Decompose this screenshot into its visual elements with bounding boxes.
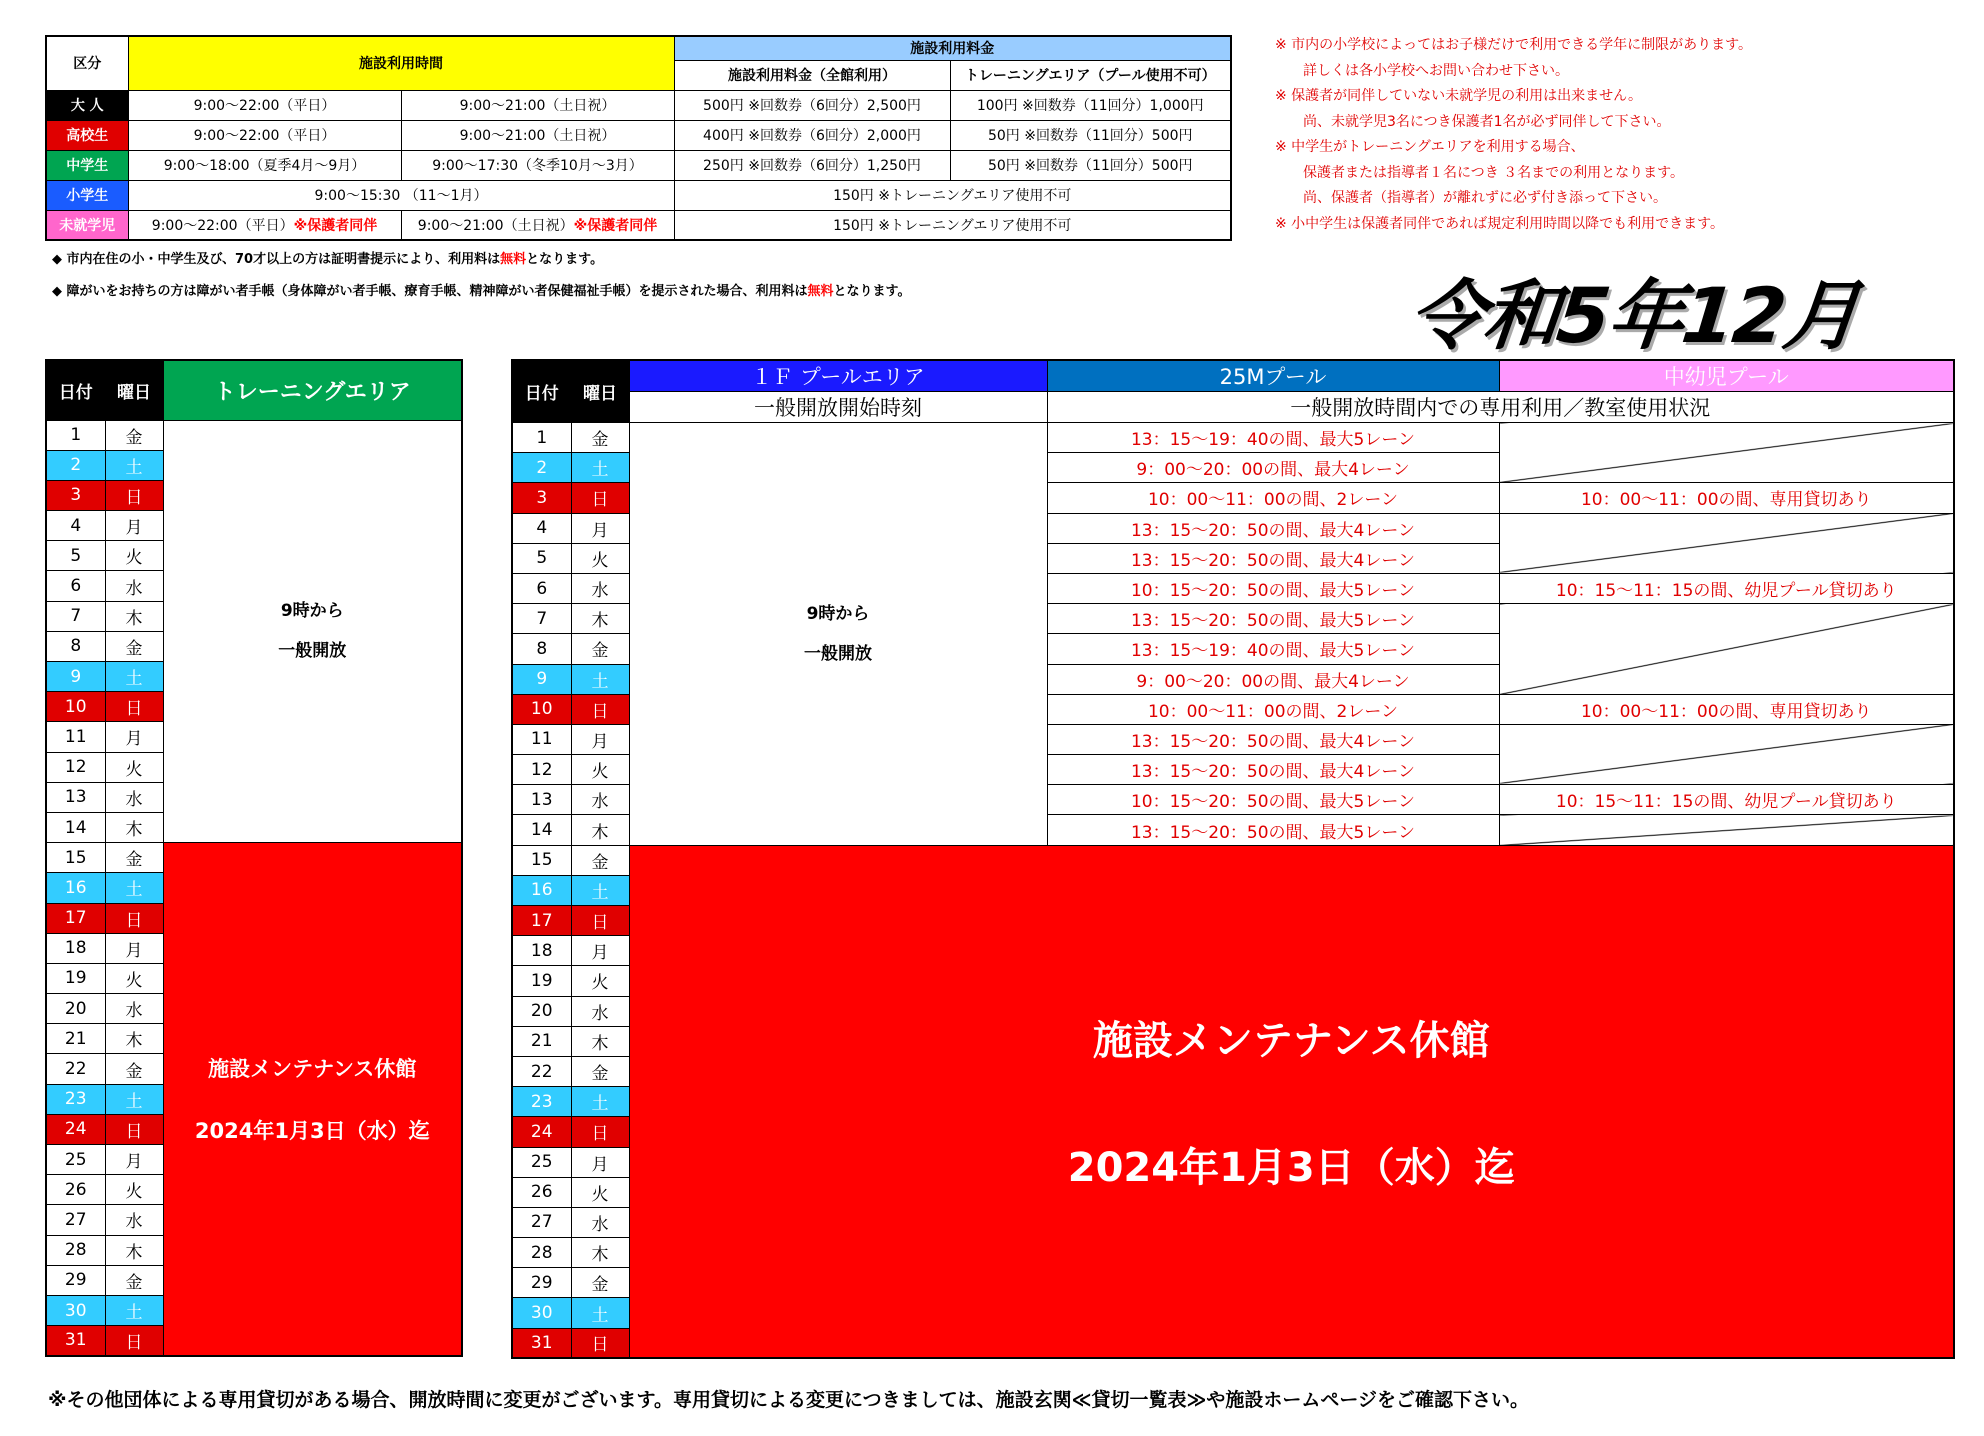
date-cell: 20 [46, 994, 105, 1024]
header-fee-all: 施設利用料金（全館利用） [674, 60, 950, 90]
header-usage: 一般開放時間内での専用利用／教室使用状況 [1047, 392, 1954, 423]
kids-pool-empty-cell [1499, 513, 1954, 573]
weekday-cell: 日 [105, 903, 163, 933]
table-row [46, 420, 462, 450]
date-cell: 8 [46, 631, 105, 661]
date-cell: 16 [512, 875, 571, 905]
weekday-cell: 日 [571, 1328, 629, 1358]
note-line: 尚、未就学児3名につき保護者1名が必ず同伴して下さい。 [1275, 113, 1671, 130]
weekday-cell: 水 [105, 994, 163, 1024]
date-cell: 31 [512, 1328, 571, 1358]
pool25-usage-cell: 13：15～20：50の間、最大5レーン [1047, 604, 1499, 634]
weekday-cell: 木 [105, 1024, 163, 1054]
date-cell: 14 [512, 815, 571, 845]
weekday-cell: 火 [571, 543, 629, 573]
header-25m-pool: 25Mプール [1047, 360, 1499, 392]
training-maintenance-cell [163, 843, 462, 1356]
fee-row-adult [46, 90, 1231, 120]
note-line: ※ 中学生がトレーニングエリアを利用する場合、 [1275, 139, 1585, 155]
date-cell: 7 [46, 601, 105, 631]
weekday-cell: 水 [105, 1205, 163, 1235]
hours-summer: 9:00～18:00（夏季4月～9月） [128, 150, 401, 180]
notes-right [1275, 33, 1752, 237]
header-date: 日付 [46, 360, 105, 420]
date-cell: 22 [512, 1056, 571, 1086]
open-line: 9時から [806, 603, 870, 624]
weekday-cell: 月 [571, 724, 629, 754]
date-cell: 13 [46, 782, 105, 812]
fee-all: 150円 ※トレーニングエリア使用不可 [674, 210, 1231, 240]
weekday-cell: 火 [105, 541, 163, 571]
weekday-cell: 土 [571, 1087, 629, 1117]
weekday-cell: 木 [105, 812, 163, 842]
fee-all: 250円 ※回数券（6回分）1,250円 [674, 150, 950, 180]
date-cell: 10 [46, 692, 105, 722]
pool25-usage-cell: 13：15～20：50の間、最大4レーン [1047, 513, 1499, 543]
date-cell: 14 [46, 812, 105, 842]
weekday-cell: 金 [571, 1268, 629, 1298]
pool25-usage-cell: 13：15～20：50の間、最大5レーン [1047, 815, 1499, 845]
date-cell: 23 [46, 1084, 105, 1114]
header-hours: 施設利用時間 [128, 36, 674, 90]
guardian-note: ※保護者同伴 [293, 217, 378, 234]
date-cell: 4 [46, 511, 105, 541]
date-cell: 3 [512, 483, 571, 513]
date-cell: 5 [46, 541, 105, 571]
date-cell: 5 [512, 543, 571, 573]
open-line: 9時から [280, 601, 344, 622]
weekday-cell: 火 [105, 752, 163, 782]
date-cell: 15 [46, 843, 105, 873]
note-text: ◆ 障がいをお持ちの方は障がい者手帳（身体障がい者手帳、療育手帳、精神障がい者保健福祉手帳）を提示された場合、利用料は [52, 284, 808, 299]
date-cell: 4 [512, 513, 571, 543]
date-cell: 24 [512, 1117, 571, 1147]
weekday-cell: 月 [571, 936, 629, 966]
weekday-cell: 木 [571, 1238, 629, 1268]
category-label: 高校生 [46, 120, 128, 150]
weekday-cell: 金 [105, 843, 163, 873]
pool25-usage-cell: 13：15～19：40の間、最大5レーン [1047, 423, 1499, 453]
weekday-cell: 金 [571, 1056, 629, 1086]
category-label: 未就学児 [46, 210, 128, 240]
kids-pool-empty-cell [1499, 604, 1954, 695]
pool25-usage-cell: 10：00～11：00の間、2レーン [1047, 483, 1499, 513]
weekday-cell: 月 [105, 1145, 163, 1175]
pool-maintenance-cell [629, 845, 1954, 1358]
weekday-cell: 火 [571, 755, 629, 785]
weekday-cell: 土 [105, 1084, 163, 1114]
date-cell: 3 [46, 480, 105, 510]
pool25-usage-cell: 13：15～20：50の間、最大4レーン [1047, 724, 1499, 754]
date-cell: 31 [46, 1326, 105, 1356]
note-text: ◆ 市内在住の小・中学生及び、70才以上の方は証明書提示により、利用料は [52, 252, 501, 267]
weekday-cell: 月 [105, 511, 163, 541]
date-cell: 30 [46, 1295, 105, 1325]
fee-all: 500円 ※回数券（6回分）2,500円 [674, 90, 950, 120]
date-cell: 6 [46, 571, 105, 601]
date-cell: 11 [46, 722, 105, 752]
weekday-cell: 火 [571, 1177, 629, 1207]
table-row [46, 843, 462, 873]
hours-winter: 9:00～17:30（冬季10月～3月） [401, 150, 674, 180]
hours-weekend [401, 210, 674, 240]
date-cell: 2 [46, 450, 105, 480]
weekday-cell: 土 [571, 875, 629, 905]
weekday-cell: 金 [105, 631, 163, 661]
fee-row-juniorhigh [46, 150, 1231, 180]
header-category: 区分 [46, 36, 128, 90]
category-label: 小学生 [46, 180, 128, 210]
training-calendar [45, 359, 463, 1357]
pool25-usage-cell: 13：15～20：50の間、最大4レーン [1047, 543, 1499, 573]
weekday-cell: 日 [571, 906, 629, 936]
weekday-cell: 日 [105, 1114, 163, 1144]
weekday-cell: 土 [105, 1295, 163, 1325]
pool25-usage-cell: 13：15～20：50の間、最大4レーン [1047, 755, 1499, 785]
pool25-usage-cell: 9：00～20：00の間、最大4レーン [1047, 453, 1499, 483]
weekday-cell: 金 [105, 1054, 163, 1084]
weekday-cell: 月 [105, 933, 163, 963]
date-cell: 7 [512, 604, 571, 634]
weekday-cell: 月 [105, 722, 163, 752]
date-cell: 18 [512, 936, 571, 966]
weekday-cell: 金 [571, 634, 629, 664]
date-cell: 28 [512, 1238, 571, 1268]
weekday-cell: 水 [571, 785, 629, 815]
date-cell: 15 [512, 845, 571, 875]
note-free-residents [52, 248, 603, 267]
page-title: 令和5年12月 [1404, 271, 1863, 360]
note-line: 詳しくは各小学校へお問い合わせ下さい。 [1275, 62, 1569, 79]
header-fee-training: トレーニングエリア（プール使用不可） [950, 60, 1231, 90]
date-cell: 12 [46, 752, 105, 782]
date-cell: 2 [512, 453, 571, 483]
footer-note: ※その他団体による専用貸切がある場合、開放時間に変更がございます。専用貸切による変更につきましては、施設玄関≪貸切一覧表≫や施設ホームページをご確認下さい。 [48, 1389, 1529, 1411]
fee-all: 150円 ※トレーニングエリア使用不可 [674, 180, 1231, 210]
header-kids-pool: 中幼児プール [1499, 360, 1954, 392]
hours-weekday: 9:00～22:00（平日） [128, 90, 401, 120]
weekday-cell: 木 [571, 604, 629, 634]
note-line: 保護者または指導者１名につき ３名までの利用となります。 [1275, 164, 1685, 181]
hours-weekday [128, 210, 401, 240]
category-label: 大 人 [46, 90, 128, 120]
date-cell: 11 [512, 724, 571, 754]
weekday-cell: 木 [571, 815, 629, 845]
date-cell: 16 [46, 873, 105, 903]
maintenance-until: 2024年1月3日（水）迄 [1067, 1145, 1515, 1192]
date-cell: 21 [46, 1024, 105, 1054]
date-cell: 17 [512, 906, 571, 936]
weekday-cell: 土 [105, 450, 163, 480]
header-day: 曜日 [571, 360, 629, 423]
kids-pool-usage-cell: 10：00～11：00の間、専用貸切あり [1499, 694, 1954, 724]
weekday-cell: 金 [105, 420, 163, 450]
date-cell: 26 [512, 1177, 571, 1207]
open-line: 一般開放 [278, 641, 347, 662]
weekday-cell: 土 [571, 453, 629, 483]
weekday-cell: 火 [105, 963, 163, 993]
weekday-cell: 水 [571, 1207, 629, 1237]
category-label: 中学生 [46, 150, 128, 180]
date-cell: 30 [512, 1298, 571, 1328]
weekday-cell: 日 [105, 692, 163, 722]
date-cell: 29 [512, 1268, 571, 1298]
weekday-cell: 土 [571, 664, 629, 694]
pool25-usage-cell: 10：15～20：50の間、最大5レーン [1047, 785, 1499, 815]
weekday-cell: 月 [571, 1147, 629, 1177]
free-label: 無料 [500, 252, 527, 267]
free-label: 無料 [807, 284, 834, 299]
date-cell: 13 [512, 785, 571, 815]
note-line: ※ 小中学生は保護者同伴であれば規定利用時間以降でも利用できます。 [1275, 215, 1725, 232]
date-cell: 6 [512, 573, 571, 603]
weekday-cell: 水 [571, 996, 629, 1026]
note-free-disability [52, 280, 911, 299]
weekday-cell: 土 [105, 662, 163, 692]
date-cell: 20 [512, 996, 571, 1026]
weekday-cell: 日 [105, 1326, 163, 1356]
header-day: 曜日 [105, 360, 163, 420]
header-open-time: 一般開放開始時刻 [629, 392, 1047, 423]
date-cell: 9 [512, 664, 571, 694]
fee-table [45, 35, 1232, 241]
open-line: 一般開放 [804, 643, 872, 664]
header-training-area: トレーニングエリア [163, 360, 462, 420]
pool-calendar [511, 359, 1955, 1359]
kids-pool-empty-cell [1499, 423, 1954, 483]
maintenance-until: 2024年1月3日（水）迄 [194, 1118, 430, 1143]
weekday-cell: 日 [105, 480, 163, 510]
training-open-cell [163, 420, 462, 843]
maintenance-title: 施設メンテナンス休館 [1092, 1018, 1490, 1065]
weekday-cell: 火 [571, 966, 629, 996]
weekday-cell: 金 [571, 845, 629, 875]
header-fees: 施設利用料金 [674, 36, 1231, 60]
date-cell: 19 [46, 963, 105, 993]
kids-pool-usage-cell: 10：15～11：15の間、幼児プール貸切あり [1499, 785, 1954, 815]
date-cell: 26 [46, 1175, 105, 1205]
date-cell: 1 [512, 423, 571, 453]
note-line: ※ 市内の小学校によってはお子様だけで利用できる学年に制限があります。 [1275, 37, 1753, 53]
date-cell: 23 [512, 1087, 571, 1117]
fee-row-highschool [46, 120, 1231, 150]
weekday-cell: 木 [571, 1026, 629, 1056]
fee-row-elementary [46, 180, 1231, 210]
date-cell: 17 [46, 903, 105, 933]
date-cell: 25 [46, 1145, 105, 1175]
note-text: となります。 [526, 252, 604, 267]
date-cell: 12 [512, 755, 571, 785]
hours-weekend: 9:00～21:00（土日祝） [401, 90, 674, 120]
fee-training: 50円 ※回数券（11回分）500円 [950, 150, 1231, 180]
weekday-cell: 木 [105, 601, 163, 631]
kids-pool-usage-cell: 10：15～11：15の間、幼児プール貸切あり [1499, 573, 1954, 603]
weekday-cell: 金 [571, 423, 629, 453]
header-date: 日付 [512, 360, 571, 423]
date-cell: 24 [46, 1114, 105, 1144]
date-cell: 9 [46, 662, 105, 692]
fee-row-preschool [46, 210, 1231, 240]
table-row [512, 845, 1954, 875]
weekday-cell: 土 [571, 1298, 629, 1328]
weekday-cell: 日 [571, 694, 629, 724]
date-cell: 10 [512, 694, 571, 724]
fee-all: 400円 ※回数券（6回分）2,000円 [674, 120, 950, 150]
weekday-cell: 水 [105, 571, 163, 601]
date-cell: 29 [46, 1265, 105, 1295]
date-cell: 19 [512, 966, 571, 996]
weekday-cell: 月 [571, 513, 629, 543]
maintenance-title: 施設メンテナンス休館 [208, 1056, 417, 1081]
weekday-cell: 土 [105, 873, 163, 903]
hours-all: 9:00～15:30 （11～1月） [128, 180, 674, 210]
header-pool-area: １Ｆ プールエリア [629, 360, 1047, 392]
date-cell: 25 [512, 1147, 571, 1177]
weekday-cell: 金 [105, 1265, 163, 1295]
guardian-note: ※保護者同伴 [573, 217, 658, 234]
note-line: 尚、保護者（指導者）が離れずに必ず付き添って下さい。 [1275, 190, 1667, 206]
hours-text: 9:00～21:00（土日祝） [417, 217, 574, 234]
kids-pool-empty-cell [1499, 815, 1954, 845]
hours-weekday: 9:00～22:00（平日） [128, 120, 401, 150]
date-cell: 1 [46, 420, 105, 450]
hours-weekend: 9:00～21:00（土日祝） [401, 120, 674, 150]
date-cell: 22 [46, 1054, 105, 1084]
date-cell: 18 [46, 933, 105, 963]
fee-training: 50円 ※回数券（11回分）500円 [950, 120, 1231, 150]
kids-pool-empty-cell [1499, 724, 1954, 784]
hours-text: 9:00～22:00（平日） [151, 217, 294, 234]
note-text: となります。 [833, 284, 911, 299]
weekday-cell: 木 [105, 1235, 163, 1265]
kids-pool-usage-cell: 10：00～11：00の間、専用貸切あり [1499, 483, 1954, 513]
weekday-cell: 水 [571, 573, 629, 603]
pool-open-cell [629, 423, 1047, 846]
date-cell: 8 [512, 634, 571, 664]
pool25-usage-cell: 10：00～11：00の間、2レーン [1047, 694, 1499, 724]
weekday-cell: 日 [571, 1117, 629, 1147]
table-row [512, 423, 1954, 453]
note-line: ※ 保護者が同伴していない未就学児の利用は出来ません。 [1275, 88, 1643, 104]
date-cell: 21 [512, 1026, 571, 1056]
weekday-cell: 水 [105, 782, 163, 812]
date-cell: 28 [46, 1235, 105, 1265]
date-cell: 27 [512, 1207, 571, 1237]
weekday-cell: 火 [105, 1175, 163, 1205]
weekday-cell: 日 [571, 483, 629, 513]
fee-training: 100円 ※回数券（11回分）1,000円 [950, 90, 1231, 120]
pool25-usage-cell: 9：00～20：00の間、最大4レーン [1047, 664, 1499, 694]
pool25-usage-cell: 13：15～19：40の間、最大5レーン [1047, 634, 1499, 664]
date-cell: 27 [46, 1205, 105, 1235]
pool25-usage-cell: 10：15～20：50の間、最大5レーン [1047, 573, 1499, 603]
